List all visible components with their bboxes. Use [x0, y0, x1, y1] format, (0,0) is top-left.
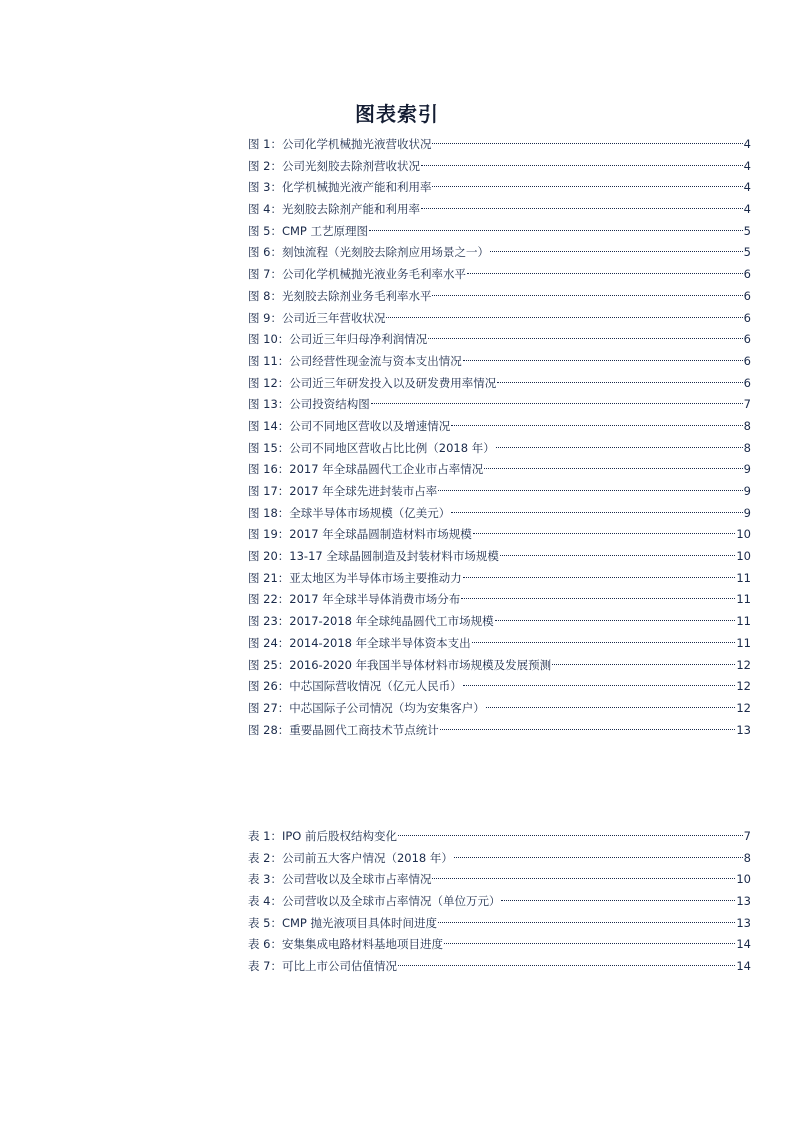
entry-label: 图 20：13-17 全球晶圆制造及封装材料市场规模 [248, 549, 499, 564]
entry-page-number: 10 [736, 527, 751, 542]
entry-label: 图 22：2017 年全球半导体消费市场分布 [248, 592, 461, 607]
figure-entry[interactable] [248, 546, 751, 568]
entry-page-number: 6 [743, 332, 751, 347]
dot-leader [490, 251, 743, 252]
figure-entry[interactable] [248, 459, 751, 481]
figure-entry[interactable] [248, 589, 751, 611]
figure-entry[interactable] [248, 416, 751, 438]
entry-label: 图 6：刻蚀流程（光刻胶去除剂应用场景之一） [248, 245, 489, 260]
entry-page-number: 6 [743, 375, 751, 390]
figure-entry[interactable] [248, 199, 751, 221]
figure-entry[interactable] [248, 438, 751, 460]
dot-leader [428, 338, 742, 339]
entry-label: 表 4：公司营收以及全球市占率情况（单位万元） [248, 894, 501, 909]
entry-page-number: 11 [736, 614, 751, 629]
dot-leader [421, 165, 743, 166]
figure-entry[interactable] [248, 286, 751, 308]
dot-leader [451, 512, 742, 513]
dot-leader [473, 533, 736, 534]
entry-label: 表 7：可比上市公司估值情况 [248, 959, 397, 974]
entry-label: 图 9：公司近三年营收状况 [248, 310, 386, 325]
entry-page-number: 10 [736, 549, 751, 564]
entry-label: 图 2：公司光刻胶去除剂营收状况 [248, 158, 420, 173]
entry-label: 图 10：公司近三年归母净利润情况 [248, 332, 428, 347]
entry-page-number: 12 [736, 679, 751, 694]
entry-page-number: 5 [743, 245, 751, 260]
table-entry[interactable] [248, 891, 751, 913]
entry-label: 图 24：2014-2018 年全球半导体资本支出 [248, 635, 471, 650]
entry-label: 图 1：公司化学机械抛光液营收状况 [248, 137, 432, 151]
dot-leader [438, 922, 735, 923]
figure-entry[interactable] [248, 655, 751, 677]
entry-page-number: 10 [736, 872, 751, 887]
dot-leader [432, 143, 742, 144]
entry-label: 图 28：重要晶圆代工商技术节点统计 [248, 722, 439, 737]
entry-page-number: 13 [736, 894, 751, 909]
entry-page-number: 9 [743, 505, 751, 520]
entry-page-number: 8 [743, 418, 751, 433]
dot-leader [438, 490, 742, 491]
entry-page-number: 4 [743, 137, 751, 151]
dot-leader [432, 295, 742, 296]
figure-entry[interactable] [248, 481, 751, 503]
entry-page-number: 9 [743, 462, 751, 477]
dot-leader [444, 943, 735, 944]
entry-page-number: 4 [743, 158, 751, 173]
figure-entry[interactable] [248, 720, 751, 742]
entry-page-number: 14 [736, 937, 751, 952]
entry-label: 图 18：全球半导体市场规模（亿美元） [248, 505, 451, 520]
table-entry[interactable] [248, 869, 751, 891]
entry-page-number: 6 [743, 288, 751, 303]
figure-entry[interactable] [248, 242, 751, 264]
dot-leader [484, 468, 742, 469]
entry-page-number: 5 [743, 223, 751, 238]
figure-entry[interactable] [248, 503, 751, 525]
entry-label: 图 23：2017-2018 年全球纯晶圆代工市场规模 [248, 614, 494, 629]
entry-page-number: 7 [743, 829, 751, 843]
figure-entry[interactable] [248, 177, 751, 199]
entry-label: 图 17：2017 年全球先进封装市占率 [248, 484, 438, 498]
entry-page-number: 13 [736, 722, 751, 737]
entry-page-number: 11 [736, 592, 751, 607]
entry-page-number: 8 [743, 850, 751, 865]
entry-label: 表 6：安集集成电路材料基地项目进度 [248, 937, 443, 952]
dot-leader [454, 857, 743, 858]
dot-leader [398, 835, 743, 836]
figure-entry[interactable] [248, 698, 751, 720]
dot-leader [461, 598, 735, 599]
entry-page-number: 6 [743, 267, 751, 282]
figure-entry[interactable] [248, 373, 751, 395]
entry-page-number: 13 [736, 915, 751, 930]
dot-leader [421, 208, 743, 209]
entry-page-number: 4 [743, 202, 751, 217]
entry-page-number: 4 [743, 180, 751, 195]
entry-label: 图 5：CMP 工艺原理图 [248, 223, 369, 238]
entry-label: 图 21：亚太地区为半导体市场主要推动力 [248, 570, 462, 585]
entry-label: 图 15：公司不同地区营收占比比例（2018 年） [248, 440, 495, 455]
page-title: 图表索引 [355, 102, 439, 126]
entry-page-number: 6 [743, 353, 751, 368]
entry-page-number: 12 [736, 657, 751, 672]
entry-label: 图 27：中芯国际子公司情况（均为安集客户） [248, 700, 485, 715]
dot-leader [486, 707, 736, 708]
dot-leader [369, 230, 743, 231]
figure-entry[interactable] [248, 676, 751, 698]
entry-label: 图 8：光刻胶去除剂业务毛利率水平 [248, 288, 432, 303]
figure-entry[interactable] [248, 611, 751, 633]
dot-leader [501, 900, 735, 901]
entry-label: 表 2：公司前五大客户情况（2018 年） [248, 850, 453, 865]
dot-leader [495, 620, 736, 621]
dot-leader [496, 447, 743, 448]
entry-label: 图 12：公司近三年研发投入以及研发费用率情况 [248, 375, 497, 390]
entry-label: 图 11：公司经营性现金流与资本支出情况 [248, 353, 462, 368]
dot-leader [463, 685, 736, 686]
entry-page-number: 11 [736, 635, 751, 650]
dot-leader [440, 729, 736, 730]
figure-entry[interactable] [248, 568, 751, 590]
figure-entry[interactable] [248, 524, 751, 546]
dot-leader [472, 642, 736, 643]
entry-label: 图 16：2017 年全球晶圆代工企业市占率情况 [248, 462, 484, 477]
entry-label: 表 1：IPO 前后股权结构变化 [248, 829, 398, 843]
entry-label: 表 5：CMP 抛光液项目具体时间进度 [248, 915, 438, 930]
figure-index [248, 134, 751, 741]
dot-leader [467, 273, 743, 274]
entry-page-number: 6 [743, 310, 751, 325]
entry-label: 图 7：公司化学机械抛光液业务毛利率水平 [248, 267, 466, 282]
entry-label: 图 25：2016-2020 年我国半导体材料市场规模及发展预测 [248, 657, 552, 672]
entry-label: 表 3：公司营收以及全球市占率情况 [248, 872, 432, 887]
table-entry[interactable] [248, 956, 751, 978]
entry-page-number: 9 [743, 484, 751, 498]
entry-page-number: 7 [743, 397, 751, 412]
dot-leader [500, 555, 736, 556]
entry-label: 图 14：公司不同地区营收以及增速情况 [248, 418, 451, 433]
entry-page-number: 12 [736, 700, 751, 715]
table-entry[interactable] [248, 934, 751, 956]
table-index [248, 826, 751, 978]
figure-entry[interactable] [248, 221, 751, 243]
entry-page-number: 14 [736, 959, 751, 974]
figure-entry[interactable] [248, 394, 751, 416]
dot-leader [451, 425, 742, 426]
dot-leader [398, 965, 735, 966]
dot-leader [463, 577, 736, 578]
entry-label: 图 3：化学机械抛光液产能和利用率 [248, 180, 432, 195]
entry-label: 图 4：光刻胶去除剂产能和利用率 [248, 202, 420, 217]
entry-label: 图 13：公司投资结构图 [248, 397, 370, 412]
dot-leader [386, 317, 742, 318]
dot-leader [432, 878, 735, 879]
figure-entry[interactable] [248, 134, 751, 156]
figure-entry[interactable] [248, 156, 751, 178]
figure-entry[interactable] [248, 329, 751, 351]
figure-entry[interactable] [248, 264, 751, 286]
dot-leader [463, 360, 743, 361]
table-entry[interactable] [248, 848, 751, 870]
entry-label: 图 19：2017 年全球晶圆制造材料市场规模 [248, 527, 472, 542]
entry-page-number: 8 [743, 440, 751, 455]
dot-leader [371, 403, 743, 404]
dot-leader [497, 382, 742, 383]
figure-entry[interactable] [248, 308, 751, 330]
figure-entry[interactable] [248, 633, 751, 655]
table-entry[interactable] [248, 913, 751, 935]
entry-label: 图 26：中芯国际营收情况（亿元人民币） [248, 679, 462, 694]
dot-leader [552, 664, 735, 665]
dot-leader [432, 186, 742, 187]
table-entry[interactable] [248, 826, 751, 848]
figure-entry[interactable] [248, 351, 751, 373]
entry-page-number: 11 [736, 570, 751, 585]
